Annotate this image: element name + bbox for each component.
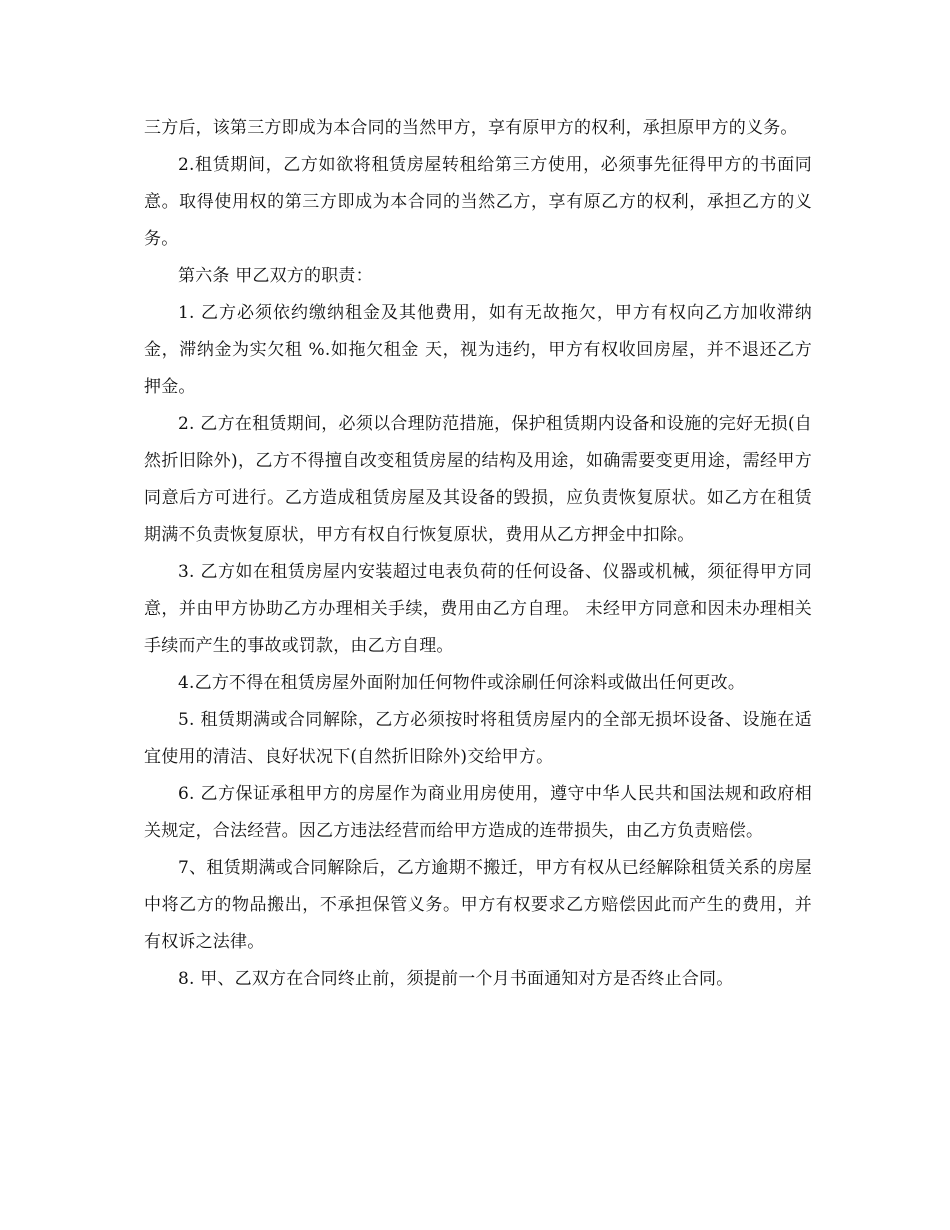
section-heading-article-6: 第六条 甲乙双方的职责： [178, 266, 373, 286]
paragraph-continuation: 三方后，该第三方即成为本合同的当然甲方，享有原甲方的权利，承担原甲方的义务。 [144, 118, 798, 138]
paragraph-clause-5-2: 2.租赁期间，乙方如欲将租赁房屋转租给第三方使用，必须事先征得甲方的书面同意。取得使用权的第三方即成为本合同的当然乙方，享有原乙方的权利，承担乙方的义务。 [144, 155, 812, 249]
paragraph-clause-6-8: 8. 甲、乙双方在合同终止前，须提前一个月书面通知对方是否终止合同。 [178, 969, 734, 989]
paragraph-clause-6-4: 4.乙方不得在租赁房屋外面附加任何物件或涂刷任何涂料或做出任何更改。 [178, 673, 746, 693]
document-body [144, 110, 812, 998]
paragraph-clause-6-7: 7、租赁期满或合同解除后，乙方逾期不搬迁，甲方有权从已经解除租赁关系的房屋中将乙方的物品搬出，不承担保管义务。甲方有权要求乙方赔偿因此而产生的费用，并有权诉之法律。 [144, 858, 812, 952]
paragraph-clause-6-3: 3. 乙方如在租赁房屋内安装超过电表负荷的任何设备、仪器或机械，须征得甲方同意，并由甲方协助乙方办理相关手续，费用由乙方自理。 未经甲方同意和因未办理相关手续而产生的事故或罚款，由乙方自理。 [144, 562, 812, 656]
paragraph-clause-6-6: 6. 乙方保证承租甲方的房屋作为商业用房使用，遵守中华人民共和国法规和政府相关规定，合法经营。因乙方违法经营而给甲方造成的连带损失，由乙方负责赔偿。 [144, 784, 812, 841]
paragraph-clause-6-2: 2. 乙方在租赁期间，必须以合理防范措施，保护租赁期内设备和设施的完好无损(自然折旧除外)，乙方不得擅自改变租赁房屋的结构及用途，如确需要变更用途，需经甲方同意后方可进行。乙方造成租赁房屋及其设备的毁损，应负责恢复原状。如乙方在租赁期满不负责恢复原状，甲方有权自行恢复原状，费用从乙方押金中扣除。 [144, 414, 812, 545]
paragraph-clause-6-5: 5. 租赁期满或合同解除，乙方必须按时将租赁房屋内的全部无损坏设备、设施在适宜使用的清洁、良好状况下(自然折旧除外)交给甲方。 [144, 710, 812, 767]
paragraph-clause-6-1: 1. 乙方必须依约缴纳租金及其他费用，如有无故拖欠，甲方有权向乙方加收滞纳金，滞纳金为实欠租 %.如拖欠租金 天，视为违约，甲方有权收回房屋，并不退还乙方押金。 [144, 303, 812, 397]
